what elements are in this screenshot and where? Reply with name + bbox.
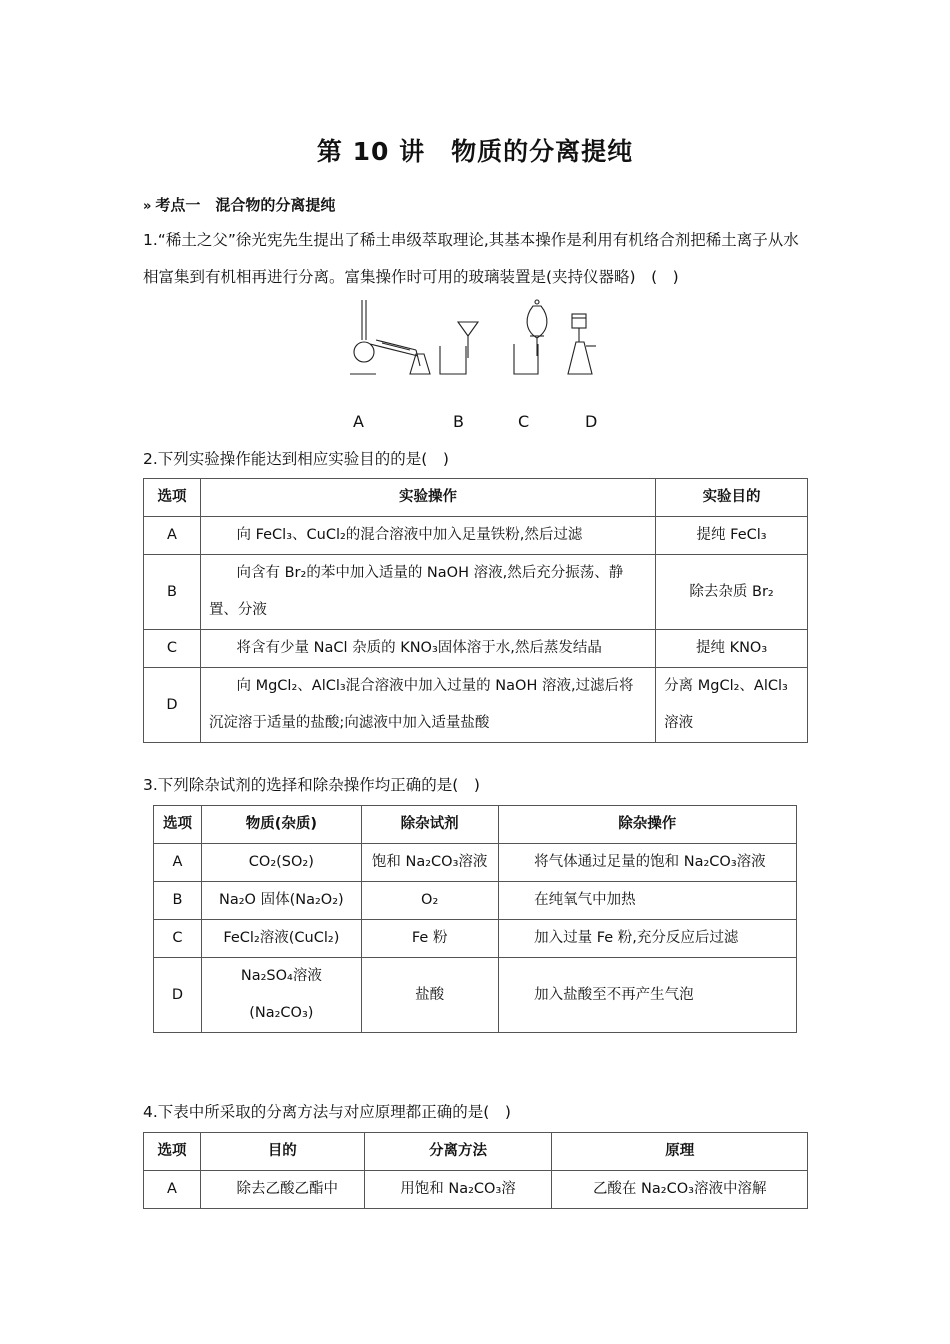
row-substance: Na₂O 固体(Na₂O₂) [201, 882, 361, 920]
table-header-row [154, 806, 797, 844]
row-goal: 提纯 FeCl₃ [656, 517, 808, 555]
table-row [154, 958, 797, 1033]
suction-filtration-icon [568, 314, 596, 374]
row-substance: Na₂SO₄溶液(Na₂CO₃) [201, 958, 361, 1033]
filtration-apparatus-icon [440, 322, 478, 374]
question-2-table [143, 478, 808, 743]
row-operation: 向 MgCl₂、AlCl₃混合溶液中加入过量的 NaOH 溶液,过滤后将沉淀溶于适量的盐酸;向滤液中加入适量盐酸 [200, 668, 655, 743]
table-row [144, 555, 808, 630]
row-reagent: 饱和 Na₂CO₃溶液 [361, 844, 498, 882]
row-goal: 除去杂质 Br₂ [656, 555, 808, 630]
row-goal: 除去乙酸乙酯中 [200, 1171, 364, 1209]
option-label-b: B [453, 412, 464, 431]
header-goal: 目的 [200, 1133, 364, 1171]
header-option: 选项 [154, 806, 202, 844]
table-row [144, 668, 808, 743]
header-substance: 物质(杂质) [201, 806, 361, 844]
row-option: A [154, 844, 202, 882]
row-operation: 加入过量 Fe 粉,充分反应后过滤 [498, 920, 796, 958]
row-goal: 提纯 KNO₃ [656, 630, 808, 668]
table-row [144, 517, 808, 555]
row-operation: 向 FeCl₃、CuCl₂的混合溶液中加入足量铁粉,然后过滤 [200, 517, 655, 555]
row-principle: 乙酸在 Na₂CO₃溶液中溶解 [552, 1171, 808, 1209]
row-operation: 在纯氧气中加热 [498, 882, 796, 920]
table-row [144, 1171, 808, 1209]
table-row [154, 844, 797, 882]
section-title: 考点一 混合物的分离提纯 [155, 196, 336, 214]
row-reagent: 盐酸 [361, 958, 498, 1033]
row-option: D [144, 668, 201, 743]
distillation-apparatus-icon [350, 300, 430, 374]
row-option: B [154, 882, 202, 920]
table-row [144, 630, 808, 668]
row-reagent: Fe 粉 [361, 920, 498, 958]
header-principle: 原理 [552, 1133, 808, 1171]
glass-apparatus-figure [340, 296, 620, 386]
row-substance: CO₂(SO₂) [201, 844, 361, 882]
header-operation: 实验操作 [200, 479, 655, 517]
page-title: 第 10 讲 物质的分离提纯 [316, 137, 634, 166]
row-operation: 将气体通过足量的饱和 Na₂CO₃溶液 [498, 844, 796, 882]
row-option: D [154, 958, 202, 1033]
header-reagent: 除杂试剂 [361, 806, 498, 844]
row-option: C [154, 920, 202, 958]
table-row [154, 882, 797, 920]
row-option: B [144, 555, 201, 630]
row-option: A [144, 517, 201, 555]
table-row [154, 920, 797, 958]
row-operation: 加入盐酸至不再产生气泡 [498, 958, 796, 1033]
question-2-text: 2.下列实验操作能达到相应实验目的的是( ) [143, 450, 449, 468]
header-method: 分离方法 [364, 1133, 552, 1171]
separatory-funnel-icon [514, 300, 547, 374]
question-3-table [153, 805, 797, 1033]
table-header-row [144, 1133, 808, 1171]
header-operation: 除杂操作 [498, 806, 796, 844]
row-reagent: O₂ [361, 882, 498, 920]
row-option: C [144, 630, 201, 668]
option-label-a: A [353, 412, 364, 431]
header-option: 选项 [144, 479, 201, 517]
option-label-d: D [585, 412, 598, 431]
option-label-c: C [518, 412, 530, 431]
row-operation: 向含有 Br₂的苯中加入适量的 NaOH 溶液,然后充分振荡、静置、分液 [200, 555, 655, 630]
double-chevron-icon: » [143, 199, 152, 214]
table-header-row [144, 479, 808, 517]
question-3-text: 3.下列除杂试剂的选择和除杂操作均正确的是( ) [143, 776, 480, 794]
header-option: 选项 [144, 1133, 201, 1171]
row-method: 用饱和 Na₂CO₃溶 [364, 1171, 552, 1209]
question-4-text: 4.下表中所采取的分离方法与对应原理都正确的是( ) [143, 1103, 511, 1121]
question-1-text: 1.“稀土之父”徐光宪先生提出了稀土串级萃取理论,其基本操作是利用有机络合剂把稀土离子从水相富集到有机相再进行分离。富集操作时可用的玻璃装置是(夹持仪器略) ( ) [143, 231, 799, 286]
section-heading [143, 194, 335, 215]
row-option: A [144, 1171, 201, 1209]
question-4-table [143, 1132, 808, 1209]
row-goal: 分离 MgCl₂、AlCl₃溶液 [656, 668, 808, 743]
row-substance: FeCl₂溶液(CuCl₂) [201, 920, 361, 958]
row-operation: 将含有少量 NaCl 杂质的 KNO₃固体溶于水,然后蒸发结晶 [200, 630, 655, 668]
header-goal: 实验目的 [656, 479, 808, 517]
